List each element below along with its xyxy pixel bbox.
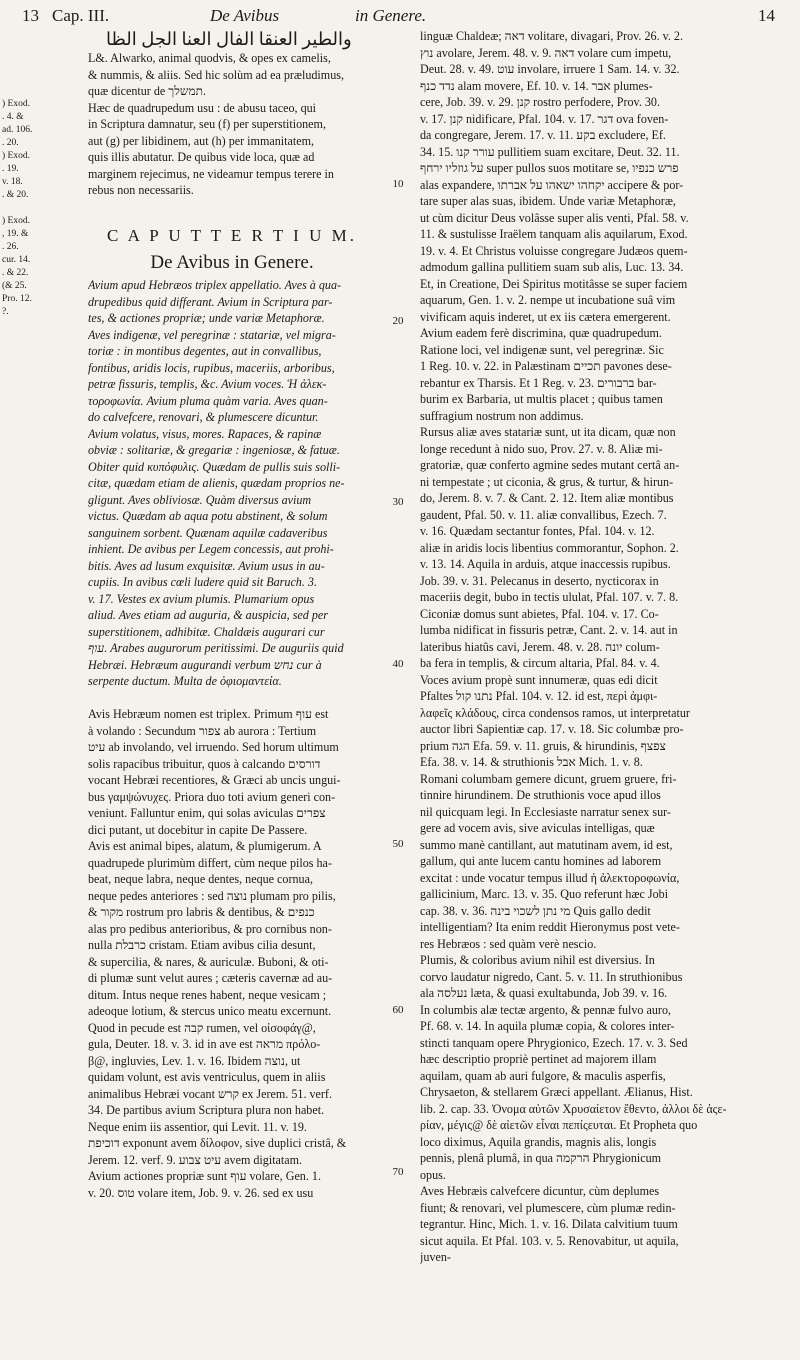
text-line: marginem rejecimus, ne videamur tempus terere in bbox=[88, 166, 334, 181]
summary-line: v. 17. Vestes ex avium plumis. Plumarium opus bbox=[88, 591, 315, 606]
left-column-lines bbox=[88, 50, 376, 1201]
text-line: alas pro pedibus anterioribus, & pro cornibus non- bbox=[88, 921, 332, 936]
text-line: ala נעלסה læta, & quasi exultabunda, Job 39. v. 16. bbox=[420, 986, 668, 1000]
text-line: tare super alas suas, ibidem. Unde variæ Metaphoræ, bbox=[420, 194, 676, 208]
running-title: De Avibus bbox=[210, 6, 280, 25]
text-line: & supercilia, & nares, & auriculæ. Buboni, & oti- bbox=[88, 954, 329, 969]
text-line: alas expandere, יקחהו ישאהו על אברתו accipere & por- bbox=[420, 177, 684, 192]
text-line: Plumis, & coloribus avium nihil est diversius. In bbox=[420, 953, 655, 967]
text-line: tinnire hirundinem. De struthionis voce apud illos bbox=[420, 788, 661, 802]
text-line: Neque enim iis assentior, qui Levit. 11. v. 19. bbox=[88, 1119, 307, 1134]
text-line: tegrantur. Hinc, Mich. 1. v. 16. Dilata calvitium tuum bbox=[420, 1217, 678, 1231]
text-line: res Hebræos : sed quàm verè nescio. bbox=[420, 936, 597, 951]
text-line: דוכיפת exponunt avem δίλοφον, sive duplici cristâ, & bbox=[88, 1136, 347, 1150]
text-line: Efa. 38. v. 14. & struthionis אבל Mich. 1. v. 8. bbox=[420, 755, 643, 769]
summary-line: inhient. De avibus per Legem concessis, aut prohi- bbox=[88, 542, 334, 556]
text-line: Avium eadem ferè discrimina, quæ quadrupedum. bbox=[420, 326, 662, 340]
text-line: quadrupede plurimùm differt, cùm neque pilos ha- bbox=[88, 855, 332, 870]
text-line: nil quicquam legi. In Ecclesiaste narratur senex sur- bbox=[420, 804, 671, 819]
summary-line: victus. Quædam ab aqua potu abstinent, & solum bbox=[88, 509, 328, 523]
summary-line: fontibus, aridis locis, rupibus, maceriis, arboribus, bbox=[88, 360, 335, 375]
text-line: opus. bbox=[420, 1167, 446, 1182]
text-line bbox=[88, 199, 376, 216]
text-line: ρίαν, μέγις@ δὲ αἰετῶν εἶναι πεπίςευται. Et Propheta quo bbox=[420, 1118, 698, 1132]
summary-line: cupiis. In avibus cœli ludere quid sit Baruch. 3. bbox=[88, 575, 317, 589]
text-line: prium הגה Efa. 59. v. 11. gruis, & hirundinis, צפצף bbox=[420, 738, 666, 753]
text-line: Romani columbam gemere dicunt, gruem gruere, fri- bbox=[420, 771, 677, 786]
margin-note: . 4. & bbox=[2, 112, 24, 122]
margin-notes bbox=[2, 98, 88, 319]
text-line: lib. 2. cap. 33. Ὀνομα αὐτῶν Χρυσαίετον ἔθεντο, ἀλλοι δὲ ἀςε- bbox=[420, 1101, 727, 1116]
text-line: 19. v. 4. Et Christus voluisse congregare Judæos quem- bbox=[420, 243, 688, 258]
text-line: do, Jerem. 8. v. 7. & Cant. 2. 12. Item aliæ montibus bbox=[420, 491, 674, 505]
text-line: Voces avium propè sunt innumeræ, quas edi dicit bbox=[420, 672, 658, 687]
text-line: vocant Hebræi recentiores, & Græci ab uncis ungui- bbox=[88, 773, 341, 787]
summary-line: drupedibus quid differant. Avium in Scriptura par- bbox=[88, 294, 333, 309]
line-number: 30 bbox=[392, 496, 404, 508]
text-line: beat, neque labra, neque dentes, neque cornua, bbox=[88, 872, 313, 886]
text-line: 34. De partibus avium Scriptura plura non habet. bbox=[88, 1103, 325, 1117]
margin-note: . 26. bbox=[2, 242, 19, 252]
left-column bbox=[88, 28, 376, 1348]
text-line: di plumæ sunt velut aures ; cæteris cavernæ ad au- bbox=[88, 971, 333, 985]
text-line: cere, Job. 39. v. 29. קנן rostro perfodere, Prov. 30. bbox=[420, 95, 660, 109]
margin-note: ) Exod. bbox=[2, 151, 30, 161]
text-line: corvo laudatur nigredo, Cant. 5. v. 11. In struthionibus bbox=[420, 969, 683, 984]
text-line: נדד כנף alam movere, Ef. 10. v. 14. אבר plumes- bbox=[420, 78, 653, 93]
summary-line: superstitionem, adhibitæ. Chaldæis augurari cur bbox=[88, 624, 325, 639]
text-line: burim ex Barbaria, ut multis placet ; quibus tamen bbox=[420, 392, 663, 406]
text-line: dici putant, ut docebitur in capite De Passere. bbox=[88, 822, 308, 837]
text-line: aquilam, quam ab auri fulgore, & maculis asperfis, bbox=[420, 1068, 666, 1083]
text-line: sicut aquila. Et Pfal. 103. v. 5. Renovabitur, ut aquila, bbox=[420, 1233, 679, 1248]
summary-line: toriæ : in montibus degentes, aut in convallibus, bbox=[88, 344, 322, 358]
text-line: Avis Hebræum nomen est triplex. Primum עוף est bbox=[88, 707, 329, 721]
text-line: solis rapacibus tribuitur, quos à calcando דורסים bbox=[88, 756, 321, 771]
text-line: quæ dicentur de תמשלך. bbox=[88, 84, 207, 98]
text-line: aliæ in aridis locis libentius commorantur, Sophon. 2. bbox=[420, 540, 679, 555]
text-line: Et, in Creatione, Dei Spiritus motitâsse se super faciem bbox=[420, 276, 688, 291]
text-line bbox=[88, 690, 376, 707]
text-line: L&. Alwarko, animal quodvis, & opes ex camelis, bbox=[88, 51, 331, 65]
left-page-number: 13 bbox=[22, 6, 39, 25]
margin-note: ) Exod. bbox=[2, 99, 30, 109]
text-line: loco diximus, Aquila grandis, magnis alis, longis bbox=[420, 1134, 657, 1149]
text-line: gallicinium, Marc. 13. v. 35. Quo referunt hæc Jobi bbox=[420, 887, 669, 901]
line-number: 50 bbox=[392, 838, 404, 850]
text-line: Job. 39. v. 31. Pelecanus in deserto, nycticorax in bbox=[420, 573, 659, 588]
text-line: cap. 38. v. 36. מי נתן לשכוי בינה Quis gallo dedit bbox=[420, 903, 651, 918]
summary-line: aliud. Aves etiam ad auguria, & auspicia, sed per bbox=[88, 608, 328, 622]
text-line: pennis, plenâ plumâ, in qua הרקמה Phrygionicum bbox=[420, 1151, 662, 1165]
text-line: נוץ avolare, Jerem. 48. v. 9. דאה volare cum impetu, bbox=[420, 45, 672, 60]
text-line: rebus non necessariis. bbox=[88, 183, 194, 197]
right-column-lines bbox=[420, 28, 792, 1266]
text-line: excitat : unde vocatur tempus illud ἡ ἀλεκτοροφωνία, bbox=[420, 870, 680, 885]
text-line: ditum. Intus neque renes habent, neque vesicam ; bbox=[88, 987, 327, 1002]
summary-line: Aves indigenæ, vel peregrinæ : statariæ, vel migra- bbox=[88, 327, 336, 342]
text-line: Pfaltes נתנו קול Pfal. 104. v. 12. id est, περὶ ἀμφι- bbox=[420, 689, 658, 703]
summary-line: Avium apud Hebræos triplex appellatio. Aves à qua- bbox=[88, 278, 342, 292]
margin-note: . 20. bbox=[2, 138, 19, 148]
summary-line: do calvefcere, renovari, & plumescere dicuntur. bbox=[88, 410, 319, 424]
text-line: gaudent, Pfal. 50. v. 11. aliæ convallibus, Ezech. 7. bbox=[420, 507, 667, 522]
text-line: Chrysaeton, & stellarem Græci appellant. Ælianus, Hist. bbox=[420, 1085, 693, 1099]
margin-note: ) Exod. bbox=[2, 216, 30, 226]
summary-line: obviæ : solitariæ, & gregariæ : ingeniosæ, & fatuæ. bbox=[88, 443, 340, 457]
text-line: Ciconiæ domus sunt abietes, Pfal. 104. v. 17. Co- bbox=[420, 606, 659, 621]
text-line: עיט ab involando, vel irruendo. Sed horum ultimum bbox=[88, 740, 339, 754]
margin-note: . & 22. bbox=[2, 268, 29, 278]
text-line: stincti tanquam opere Phrygionico, Ezech. 17. v. 3. Sed bbox=[420, 1035, 688, 1050]
margin-note: Pro. 12. bbox=[2, 294, 32, 304]
line-number: 10 bbox=[392, 178, 404, 190]
text-line: Avium actiones propriæ sunt עוף volare, Gen. 1. bbox=[88, 1169, 321, 1183]
arabic-heading-line: ﻭﺍﻟﻄﻴﺮ ﺍﻟﻌﻨﻘﺎ ﺍﻟﻔﺎﻝ ﺍﻟﻌﻨﺎ ﺍﻟﺠﻞ ﺍﻟﻈﺎ bbox=[106, 29, 352, 49]
text-line: Ratione loci, vel indigenæ sunt, vel peregrinæ. Sic bbox=[420, 342, 664, 357]
text-line: longe recedunt à nido suo, Prov. 27. v. 8. Aliæ mi- bbox=[420, 441, 663, 456]
text-line: rebantur ex Tharsis. Et 1 Reg. v. 23. ברבורים bar- bbox=[420, 375, 657, 390]
chapter-label: Cap. III. bbox=[52, 6, 110, 25]
summary-line: Hebræi. Hebræum augurandi verbum נחש cur à bbox=[88, 657, 322, 672]
text-line: Avis est animal bipes, alatum, & plumigerum. A bbox=[88, 839, 322, 853]
chapter-heading: C A P U T T E R T I U M. bbox=[107, 226, 357, 245]
text-line: v. 16. Quædam sectantur fontes, Pfal. 104. v. 12. bbox=[420, 524, 655, 538]
summary-line: עוף. Arabes augurorum peritissimi. De auguriis quid bbox=[88, 641, 344, 655]
summary-line: gligunt. Aves obliviosæ. Quàm diversus avium bbox=[88, 492, 312, 507]
margin-note: ?. bbox=[2, 307, 9, 317]
text-line: quis illis abutatur. De quibus vide loca, quæ ad bbox=[88, 150, 315, 164]
right-column bbox=[420, 28, 792, 1348]
text-line: gallum, qui ante lucem cantu homines ad laborem bbox=[420, 854, 662, 868]
summary-line: petræ fissuris, templis, &c. Avium voces. Ἡ ἀλεκ- bbox=[88, 377, 327, 391]
text-line: suffragium nostrum non addimus. bbox=[420, 408, 584, 423]
summary-line: Obiter quid κυπόφυλις. Quædam de pullis suis solli- bbox=[88, 459, 341, 474]
line-number: 20 bbox=[392, 315, 404, 327]
text-line: Quod in pecude est קבה rumen, vel οἰσοφάγ@, bbox=[88, 1020, 316, 1035]
text-line: adeoque lotium, & stercus unico meatu excernunt. bbox=[88, 1004, 332, 1018]
text-line: 1 Reg. 10. v. 22. in Palæstinam תכיים pavones dese- bbox=[420, 359, 672, 373]
text-line: 11. & sustulisse Iraëlem tanquam alis aquilarum, Exod. bbox=[420, 227, 688, 241]
summary-line: serpente ductum. Multa de ὀφιομαντεία. bbox=[88, 674, 282, 688]
text-line: & מקור rostrum pro labris & dentibus, & כנפים bbox=[88, 905, 315, 919]
text-line: aquarum, Gen. 1. v. 2. nempe ut incubatione suâ vim bbox=[420, 293, 676, 307]
summary-line: sanguinem sorbent. Quænam aquilæ cadaveribus bbox=[88, 525, 328, 540]
summary-line: bitis. Aves ad lusum exquisitæ. Avium usus in au- bbox=[88, 558, 325, 573]
line-number: 40 bbox=[392, 658, 404, 670]
text-line: in Scriptura damnatur, seu (f) per superstitionem, bbox=[88, 117, 326, 131]
text-line: da congregare, Jerem. 17. v. 11. בקע excludere, Ef. bbox=[420, 128, 666, 142]
text-line: v. 17. קנן nidificare, Pfal. 104. v. 17. דגר ova foven- bbox=[420, 111, 669, 126]
text-line: quidam volunt, est avis ventriculus, quem in aliis bbox=[88, 1070, 326, 1084]
text-line: juven- bbox=[420, 1250, 451, 1264]
summary-line: citæ, quædam etiam de alienis, quædam proprios ne- bbox=[88, 476, 345, 490]
text-line: ni tempestate ; ut ciconia, & grus, & turtur, & hirun- bbox=[420, 474, 674, 489]
text-line: linguæ Chaldeæ; דאה volitare, divagari, Prov. 26. v. 2. bbox=[420, 29, 683, 43]
line-number: 60 bbox=[392, 1004, 404, 1016]
text-line: Rursus aliæ aves statariæ sunt, ut ita dicam, quæ non bbox=[420, 425, 676, 439]
margin-note: . 19. bbox=[2, 164, 19, 174]
text-line: Pf. 68. v. 14. In aquila plumæ copia, & colores inter- bbox=[420, 1019, 675, 1033]
margin-note: (& 25. bbox=[2, 281, 27, 291]
summary-line: Avium volatus, visus, mores. Rapaces, & rapinæ bbox=[88, 426, 322, 441]
text-line: & nummis, & aliis. Sed hic solùm ad ea præludimus, bbox=[88, 67, 344, 82]
text-line: v. 20. טוס volare item, Job. 9. v. 26. sed ex usu bbox=[88, 1185, 314, 1200]
text-line: Aves Hebræis calvefcere dicuntur, cùm deplumes bbox=[420, 1184, 660, 1198]
text-line: λαφεῖς κλάδους, circa condensos ramos, ut interpretatur bbox=[420, 705, 690, 720]
text-line: ba fera in templis, & circum altaria, Pfal. 84. v. 4. bbox=[420, 656, 660, 670]
text-line: Hæc de quadrupedum usu : de abusu taceo, qui bbox=[88, 100, 317, 115]
summary-line: tes, & actiones propriæ; unde variæ Metaphoræ. bbox=[88, 311, 325, 325]
text-line: ut cùm dicitur Deus volâsse super alis venti, Pfal. 58. v. bbox=[420, 210, 689, 225]
text-line: à volando : Secundum צפור ab aurora : Tertium bbox=[88, 723, 317, 738]
text-line: gula, Deuter. 18. v. 3. id in ave est מראה πρόλο- bbox=[88, 1037, 321, 1051]
text-line: v. 13. 14. Aquila in arduis, atque inaccessis rupibus. bbox=[420, 557, 671, 571]
text-line: vivificam aquis inderet, ut ex iis cætera emergerent. bbox=[420, 309, 671, 324]
text-line: fiunt; & renovari, vel plumescere, cùm plumæ redin- bbox=[420, 1200, 676, 1215]
text-line: summo manè cantillant, aut matutinam avem, id est, bbox=[420, 837, 673, 852]
text-line: bus γαμψώνυχες. Priora duo toti avium generi con- bbox=[88, 789, 336, 804]
margin-note: cur. 14. bbox=[2, 255, 31, 265]
text-line: admodum gallina pullitiem suam sub alis, Luc. 13. 34. bbox=[420, 260, 684, 274]
text-line: Deut. 28. v. 49. עוט involare, irruere 1 Sam. 14. v. 32. bbox=[420, 62, 680, 76]
chapter-subheading: De Avibus in Genere. bbox=[150, 252, 314, 273]
line-number: 70 bbox=[392, 1166, 404, 1178]
running-title-cont: in Genere. bbox=[355, 6, 427, 25]
text-line: In columbis alæ tectæ argento, & pennæ fulvo auro, bbox=[420, 1002, 672, 1017]
text-line: על גוזליו ירחף super pullos suos motitare se, פרש כנפיו bbox=[420, 161, 679, 175]
text-line: aut (g) per libidinem, aut (h) per immanitatem, bbox=[88, 133, 315, 148]
text-line: gere ad vocem avis, sive aviculas intelligas, quæ bbox=[420, 821, 655, 835]
text-line: intelligentiam? Ita enim reddit Hieronymus post vete- bbox=[420, 920, 680, 934]
margin-note: . & 20. bbox=[2, 190, 29, 200]
text-line: lumba nidificat in fissuris petræ, Cant. 2. v. 14. aut in bbox=[420, 623, 678, 637]
margin-note bbox=[2, 202, 88, 215]
text-line: lateribus hiatûs cavi, Jerem. 48. v. 28. יונה colum- bbox=[420, 639, 660, 654]
text-line: β@, ingluvies, Lev. 1. v. 16. Ibidem נוצה, ut bbox=[88, 1053, 301, 1068]
text-line: auctor libri Sapientiæ cap. 17. v. 18. Sic columbæ pro- bbox=[420, 722, 684, 736]
margin-note: ad. 106. bbox=[2, 125, 33, 135]
margin-note: , 19. & bbox=[2, 229, 29, 239]
text-line: veniunt. Falluntur enim, qui solas aviculas צפרים bbox=[88, 806, 326, 820]
text-line: animalibus Hebræi vocant קרש ex Jerem. 51. verf. bbox=[88, 1086, 332, 1101]
right-page-number: 14 bbox=[758, 6, 775, 25]
text-line: hæc descriptio propriè pertinet ad majorem illam bbox=[420, 1052, 657, 1066]
margin-note: v. 18. bbox=[2, 177, 23, 187]
text-line: gratoriæ, quæ conferto agmine sedes mutant certâ an- bbox=[420, 458, 680, 472]
text-line: nulla כרבלת cristam. Etiam avibus cilia desunt, bbox=[88, 938, 316, 952]
text-line: neque pedes anteriores : sed נוצה plumam pro pilis, bbox=[88, 888, 336, 903]
text-line: Jerem. 12. verf. 9. עיט צבוע avem digitatam. bbox=[88, 1152, 303, 1167]
text-line: 34. 15. עורר קנו pullitiem suam excitare, Deut. 32. 11. bbox=[420, 144, 680, 159]
summary-line: τοροφωνία. Avium pluma quàm varia. Aves quan- bbox=[88, 393, 328, 408]
text-line: maceriis degit, bubo in tectis ululat, Pfal. 107. v. 7. 8. bbox=[420, 590, 679, 604]
